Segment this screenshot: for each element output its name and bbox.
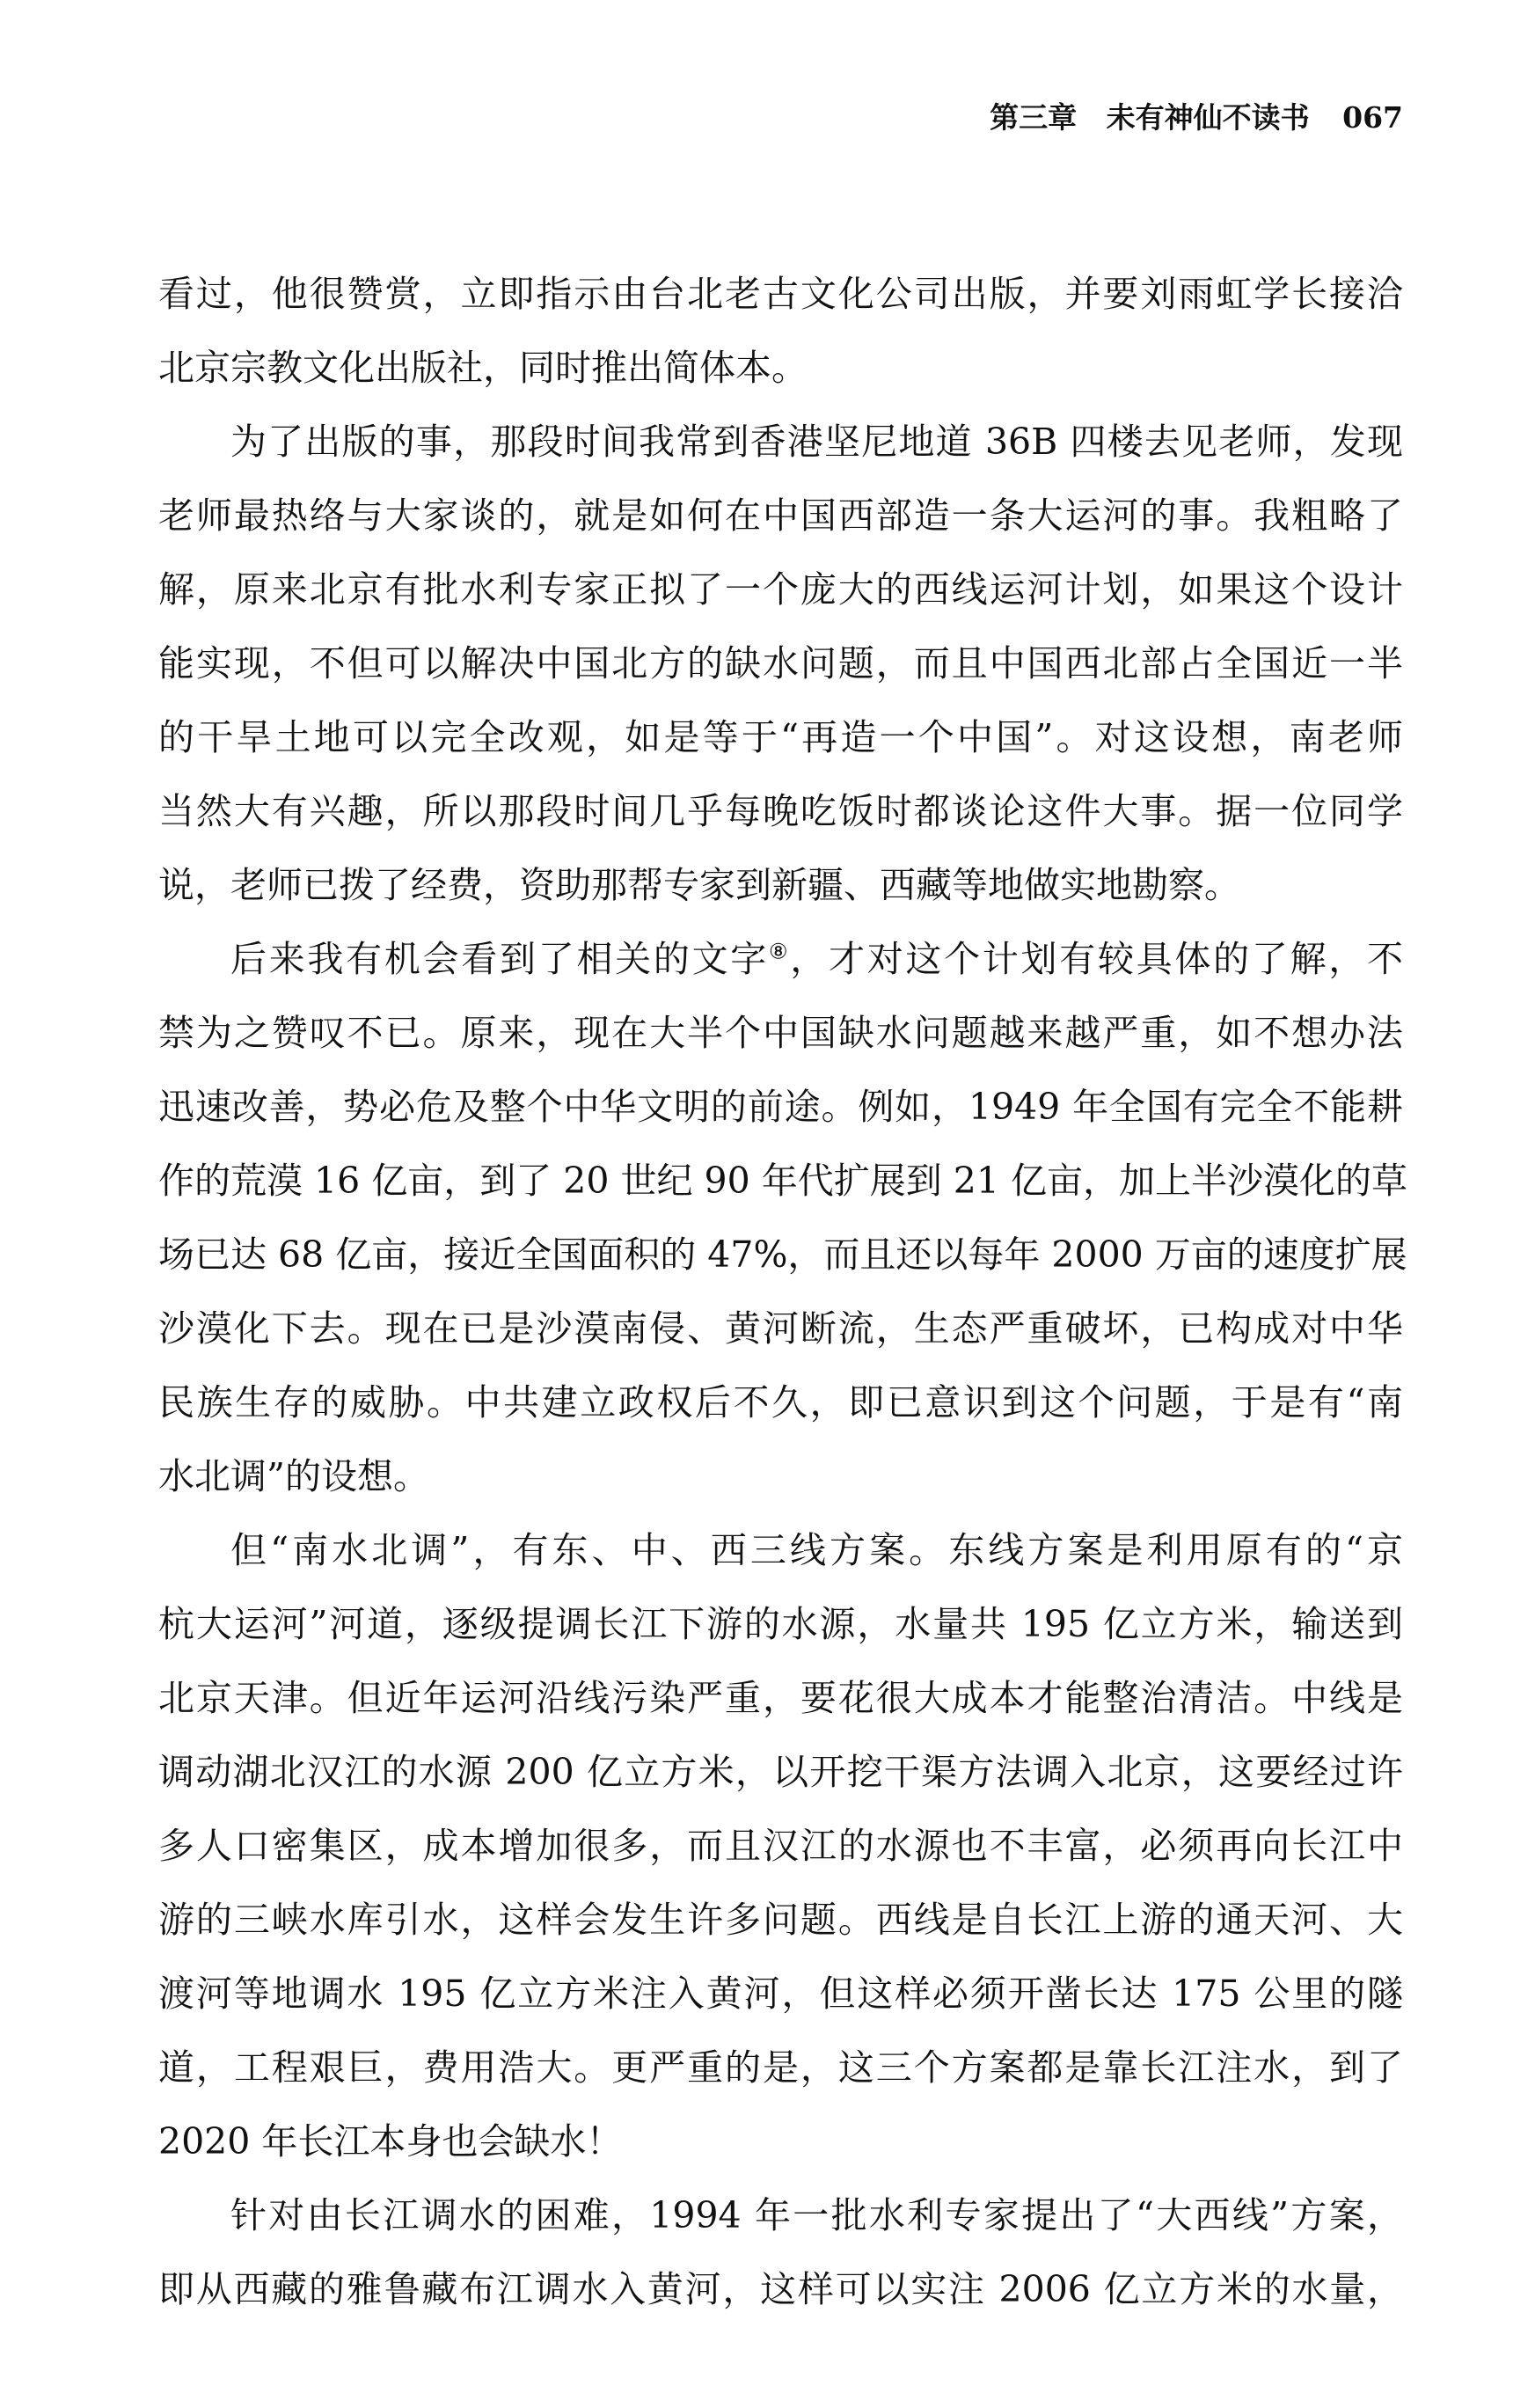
text-line: 多人口密集区，成本增加很多，而且汉江的水源也不丰富，必须再向长江中: [158, 1825, 1403, 1867]
footnote-marker[interactable]: ⑧: [769, 939, 791, 964]
text-segment: ，才对这个计划有较具体的了解，不: [790, 938, 1404, 980]
text-line: 北京宗教文化出版社，同时推出简体本。: [158, 347, 808, 389]
text-line: 禁为之赞叹不已。原来，现在大半个中国缺水问题越来越严重，如不想办法: [158, 1012, 1403, 1054]
text-line: 2020 年长江本身也会缺水！: [158, 2120, 623, 2163]
text-line: 解，原来北京有批水利专家正拟了一个庞大的西线运河计划，如果这个设计: [158, 568, 1403, 611]
text-line-with-footnote: [158, 922, 1403, 996]
text-line: 沙漠化下去。现在已是沙漠南侵、黄河断流，生态严重破坏，已构成对中华: [158, 1307, 1403, 1350]
text-line: 游的三峡水库引水，这样会发生许多问题。西线是自长江上游的通天河、大: [158, 1899, 1403, 1941]
running-header: [990, 95, 1403, 136]
page-number: 067: [1342, 100, 1403, 135]
text-line: 民族生存的威胁。中共建立政权后不久，即已意识到这个问题，于是有“南: [158, 1381, 1403, 1424]
text-line: 作的荒漠 16 亿亩，到了 20 世纪 90 年代扩展到 21 亿亩，加上半沙漠化的草: [158, 1160, 1407, 1202]
text-line: 当然大有兴趣，所以那段时间几乎每晚吃饭时都谈论这件大事。据一位同学: [158, 790, 1403, 832]
text-line: 说，老师已拨了经费，资助那帮专家到新疆、西藏等地做实地勘察。: [158, 864, 1240, 906]
text-line: 老师最热络与大家谈的，就是如何在中国西部造一条大运河的事。我粗略了: [158, 494, 1403, 537]
text-segment: 后来我有机会看到了相关的文字: [230, 938, 770, 980]
text-line: 针对由长江调水的困难，1994 年一批水利专家提出了“大西线”方案，: [230, 2194, 1403, 2236]
text-line: 但“南水北调”，有东、中、西三线方案。东线方案是利用原有的“京: [230, 1529, 1403, 1571]
chapter-title: 未有神仙不读书: [1106, 100, 1310, 135]
text-line: 调动湖北汉江的水源 200 亿立方米，以开挖干渠方法调入北京，这要经过许: [158, 1751, 1403, 1793]
text-line: 看过，他很赞赏，立即指示由台北老古文化公司出版，并要刘雨虹学长接洽: [158, 273, 1403, 315]
text-line: 北京天津。但近年运河沿线污染严重，要花很大成本才能整治清洁。中线是: [158, 1677, 1403, 1719]
body-text: [158, 257, 1407, 2326]
text-line: 的干旱土地可以完全改观，如是等于“再造一个中国”。对这设想，南老师: [158, 716, 1403, 758]
chapter-label: 第三章: [990, 100, 1078, 135]
text-line: 迅速改善，势必危及整个中华文明的前途。例如，1949 年全国有完全不能耕: [158, 1086, 1403, 1128]
text-line: 能实现，不但可以解决中国北方的缺水问题，而且中国西北部占全国近一半: [158, 642, 1403, 684]
text-line: 道，工程艰巨，费用浩大。更严重的是，这三个方案都是靠长江注水，到了: [158, 2046, 1403, 2089]
text-line: 杭大运河”河道，逐级提调长江下游的水源，水量共 195 亿立方米，输送到: [158, 1603, 1403, 1645]
text-line: 渡河等地调水 195 亿立方米注入黄河，但这样必须开凿长达 175 公里的隧: [158, 1973, 1403, 2015]
text-line: 即从西藏的雅鲁藏布江调水入黄河，这样可以实注 2006 亿立方米的水量，: [158, 2268, 1403, 2310]
text-line: 场已达 68 亿亩，接近全国面积的 47%，而且还以每年 2000 万亩的速度扩展: [158, 1233, 1407, 1276]
text-line: 水北调”的设想。: [158, 1455, 429, 1497]
text-line: 为了出版的事，那段时间我常到香港坚尼地道 36B 四楼去见老师，发现: [230, 421, 1403, 463]
